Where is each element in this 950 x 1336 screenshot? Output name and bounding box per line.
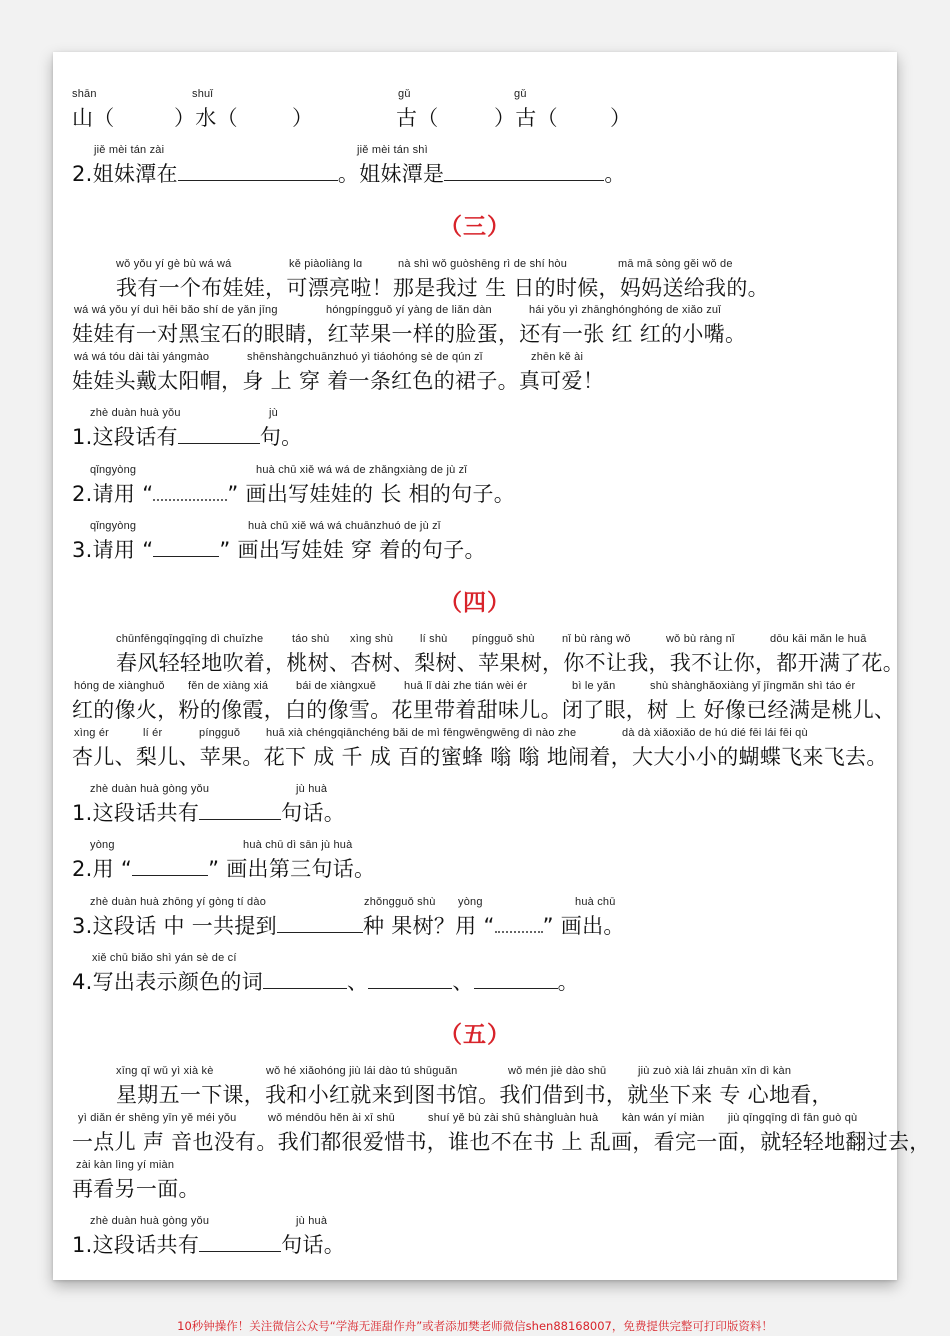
passage-line: wá wá tóu dài tài yángmào shēnshàngchuānzhuó yì tiáohóng sè de qún zǐ zhēn kě ài 娃娃头戴太阳帽，身 上 穿 着一条红色的裙子。真可爱！	[72, 351, 605, 393]
question-row: yòng huà chū dì sān jù huà 2.用 “ ” 画出第三句话。	[72, 839, 376, 881]
passage-text: 星期五一下课，我和小红就来到图书馆。我们借到书，就坐下来 专 心地看，	[116, 1083, 833, 1107]
text: ）水（	[174, 106, 238, 130]
answer-blank[interactable]	[178, 425, 260, 444]
passage-line: xìng ér lí ér píngguǒ huā xià chéngqiānchéng bǎi de mì fēngwēngwēng dì nào zhe dà dà xiǎoxiǎo de hú dié fēi lái fēi qù 杏儿、梨儿、苹果。花下 成 千 成 百的蜜蜂 嗡 嗡 地闹着，大大小小的蝴蝶飞来飞去。	[72, 727, 888, 769]
passage-line: xīng qī wǔ yì xià kè wǒ hé xiǎohóng jiù lái dào tú shūguǎn wǒ mén jiè dào shū jiù zuò xià lái zhuān xīn dì kàn 星期五一下课，我和小红就来到图书馆。我们借到书，就坐下来 专 心地看，	[116, 1065, 833, 1107]
passage-line: yì diǎn ér shēng yīn yě méi yǒu wǒ méndōu hěn ài xī shū shuí yě bù zài shū shàngluàn huà kàn wán yí miàn jiù qīngqīng dì fān guò qù 一点儿 声 音也没有。我们都很爱惜书，谁也不在书 上 乱画，看完一面，就轻轻地翻过去，	[72, 1112, 931, 1154]
answer-blank[interactable]	[199, 801, 281, 820]
answer-blank[interactable]	[263, 970, 347, 989]
section-heading: （四）	[439, 590, 511, 616]
wavy-underline-sample	[153, 481, 227, 501]
pinyin: jiě mèi tán zài	[94, 144, 165, 156]
text: 山（	[72, 106, 115, 130]
passage-text: 娃娃有一对黑宝石的眼睛，红苹果一样的脸蛋，还有一张 红 红的小嘴。	[72, 322, 747, 346]
pinyin: jiě mèi tán shì	[357, 144, 428, 156]
passage-line: hóng de xiànghuǒ fěn de xiàng xiá bái de xiàngxuě huā lǐ dài zhe tián wèi ér bì le yǎn shù shànghǎoxiàng yǐ jīngmǎn shì táo ér 红的像火，粉的像霞，白的像雪。花里带着甜味儿。闭了眼，树 上 好像已经满是桃儿、	[72, 680, 896, 722]
passage-text: 红的像火，粉的像霞，白的像雪。花里带着甜味儿。闭了眼，树 上 好像已经满是桃儿、	[72, 698, 896, 722]
pinyin: gǔ	[398, 88, 411, 100]
passage-text: 我有一个布娃娃，可漂亮啦！那是我过 生 日的时候，妈妈送给我的。	[116, 276, 769, 300]
answer-blank[interactable]	[444, 162, 604, 181]
idiom-row	[0, 88, 950, 138]
section-heading: （三）	[439, 214, 511, 240]
answer-blank[interactable]	[474, 970, 558, 989]
passage-text: 再看另一面。	[72, 1177, 200, 1201]
question-row: qǐngyòng huà chū xiě wá wá chuānzhuó de jù zǐ 3.请用 “ ” 画出写娃娃 穿 着的句子。	[72, 520, 486, 562]
passage-text: 一点儿 声 音也没有。我们都很爱惜书，谁也不在书 上 乱画，看完一面，就轻轻地翻过去，	[72, 1130, 931, 1154]
pinyin: shuǐ	[192, 88, 213, 100]
question-row: zhè duàn huà gòng yǒu jù huà 1.这段话共有 句话。	[72, 783, 346, 825]
question-row: zhè duàn huà zhōng yí gòng tí dào zhǒngguǒ shù yòng huà chū 3.这段话 中 一共提到 种 果树？用 “ ” 画出。	[72, 896, 625, 938]
text: ）古（	[494, 106, 558, 130]
promo-footer: 10秒钟操作！关注微信公众号“学海无涯甜作舟”或者添加樊老师微信shen88168007，免费提供完整可打印版资料！	[177, 1319, 773, 1333]
question-row	[0, 144, 950, 194]
pinyin: gǔ	[514, 88, 527, 100]
question-row: xiě chū biǎo shì yán sè de cí 4.写出表示颜色的词 、 、 。	[72, 952, 579, 994]
passage-text: 杏儿、梨儿、苹果。花下 成 千 成 百的蜜蜂 嗡 嗡 地闹着，大大小小的蝴蝶飞来飞去。	[72, 745, 888, 769]
text: ）	[292, 106, 314, 130]
answer-blank[interactable]	[277, 914, 363, 933]
section-heading: （五）	[439, 1022, 511, 1048]
text: 2.姐妹潭在 。姐妹潭是 。	[72, 162, 626, 186]
passage-line: zài kàn lìng yí miàn 再看另一面。	[72, 1159, 200, 1201]
straight-underline-sample	[132, 857, 208, 876]
question-row: zhè duàn huà gòng yǒu jù huà 1.这段话共有 句话。	[72, 1215, 346, 1257]
passage-text: 春风轻轻地吹着，桃树、杏树、梨树、苹果树，你不让我，我不让你，都开满了花。	[116, 651, 905, 675]
answer-blank[interactable]	[368, 970, 452, 989]
answer-blank[interactable]	[199, 1233, 281, 1252]
text: 古（	[396, 106, 439, 130]
text: ）	[610, 106, 632, 130]
question-row: qǐngyòng huà chū xiě wá wá de zhǎngxiàng de jù zǐ 2.请用 “ ” 画出写娃娃的 长 相的句子。	[72, 464, 516, 506]
passage-line: wǒ yǒu yí gè bù wá wá kě piàoliàng lɑ nà shì wǒ guòshēng rì de shí hòu mā mā sòng gěi wǒ de 我有一个布娃娃，可漂亮啦！那是我过 生 日的时候，妈妈送给我的。	[116, 258, 769, 300]
pinyin: shān	[72, 88, 97, 100]
passage-line: wá wá yǒu yí duì hēi bǎo shí de yǎn jīng hóngpíngguǒ yí yàng de liǎn dàn hái yǒu yì zhānghónghóng de xiǎo zuǐ 娃娃有一对黑宝石的眼睛，红苹果一样的脸蛋，还有一张 红 红的小嘴。	[72, 304, 747, 346]
question-row: zhè duàn huà yǒu jù 1.这段话有 句。	[72, 407, 303, 449]
straight-underline-sample	[153, 538, 219, 557]
passage-line: chūnfēngqīngqīng dì chuīzhe táo shù xìng shù lí shù píngguǒ shù nǐ bù ràng wǒ wǒ bù ràng nǐ dōu kāi mǎn le huā 春风轻轻地吹着，桃树、杏树、梨树、苹果树，你不让我，我不让你，都开满了花。	[116, 633, 905, 675]
wavy-underline-sample	[495, 913, 543, 933]
passage-text: 娃娃头戴太阳帽，身 上 穿 着一条红色的裙子。真可爱！	[72, 369, 605, 393]
answer-blank[interactable]	[178, 162, 338, 181]
